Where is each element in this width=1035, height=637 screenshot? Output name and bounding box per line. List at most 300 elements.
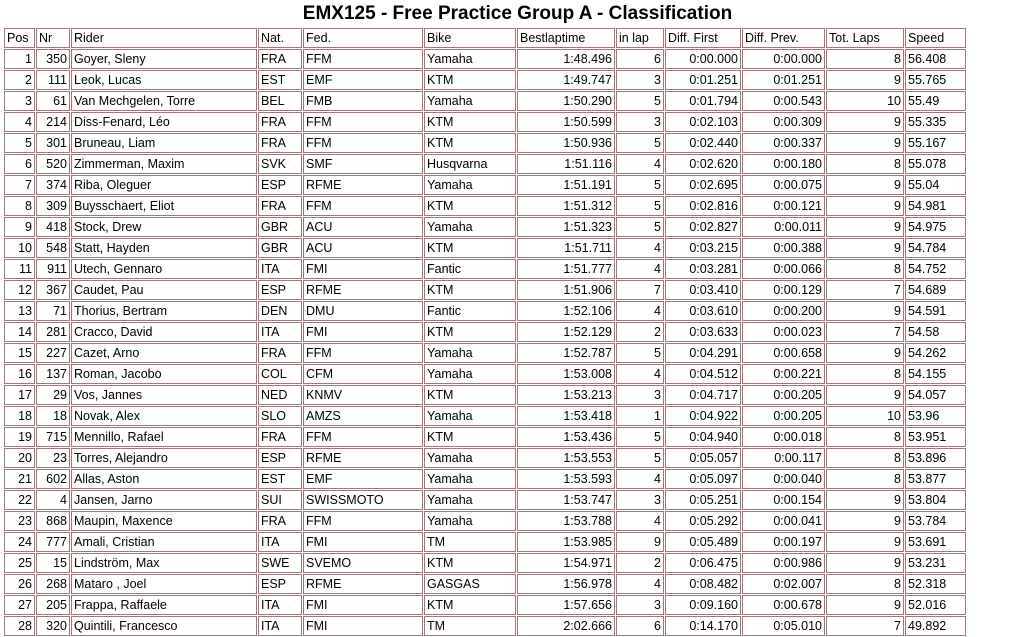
cell-diff-prev: 0:02.007 — [742, 574, 825, 594]
cell-in-lap: 5 — [616, 133, 664, 153]
cell-diff-first: 0:03.215 — [665, 238, 741, 258]
cell-rider: Goyer, Sleny — [71, 49, 257, 69]
cell-tot-laps: 9 — [826, 70, 904, 90]
cell-diff-first: 0:04.717 — [665, 385, 741, 405]
cell-speed: 53.691 — [905, 532, 966, 552]
cell-nat: FRA — [258, 427, 302, 447]
cell-fed: FFM — [303, 49, 423, 69]
table-row — [4, 154, 966, 174]
cell-nr: 367 — [36, 280, 70, 300]
cell-bike: Yamaha — [424, 217, 516, 237]
cell-speed: 55.04 — [905, 175, 966, 195]
cell-bestlaptime: 1:57.656 — [517, 595, 615, 615]
cell-in-lap: 4 — [616, 154, 664, 174]
cell-in-lap: 5 — [616, 175, 664, 195]
cell-nr: 715 — [36, 427, 70, 447]
cell-bestlaptime: 1:53.553 — [517, 448, 615, 468]
table-row — [4, 616, 966, 636]
cell-nr: 137 — [36, 364, 70, 384]
cell-tot-laps: 7 — [826, 322, 904, 342]
cell-tot-laps: 9 — [826, 238, 904, 258]
cell-in-lap: 4 — [616, 259, 664, 279]
cell-nr: 15 — [36, 553, 70, 573]
classification-table — [3, 27, 967, 637]
cell-pos: 18 — [4, 406, 35, 426]
cell-fed: SVEMO — [303, 553, 423, 573]
page-title: EMX125 - Free Practice Group A - Classification — [302, 3, 733, 24]
cell-in-lap: 4 — [616, 301, 664, 321]
cell-pos: 17 — [4, 385, 35, 405]
cell-diff-first: 0:06.475 — [665, 553, 741, 573]
cell-nat: ESP — [258, 448, 302, 468]
cell-pos: 14 — [4, 322, 35, 342]
cell-pos: 5 — [4, 133, 35, 153]
table-row — [4, 532, 966, 552]
cell-speed: 53.896 — [905, 448, 966, 468]
cell-bike: KTM — [424, 112, 516, 132]
cell-bike: Husqvarna — [424, 154, 516, 174]
cell-bike: Yamaha — [424, 364, 516, 384]
cell-nat: FRA — [258, 343, 302, 363]
cell-nr: 320 — [36, 616, 70, 636]
cell-nr: 548 — [36, 238, 70, 258]
cell-fed: SMF — [303, 154, 423, 174]
column-header-rider: Rider — [71, 28, 257, 48]
cell-rider: Quintili, Francesco — [71, 616, 257, 636]
cell-nat: SVK — [258, 154, 302, 174]
cell-pos: 7 — [4, 175, 35, 195]
cell-diff-first: 0:02.695 — [665, 175, 741, 195]
cell-pos: 20 — [4, 448, 35, 468]
cell-bestlaptime: 1:52.787 — [517, 343, 615, 363]
cell-nat: ITA — [258, 322, 302, 342]
column-header-bike: Bike — [424, 28, 516, 48]
cell-bestlaptime: 1:53.008 — [517, 364, 615, 384]
cell-fed: FFM — [303, 511, 423, 531]
cell-bike: Fantic — [424, 301, 516, 321]
cell-pos: 11 — [4, 259, 35, 279]
cell-fed: FMI — [303, 616, 423, 636]
cell-speed: 55.335 — [905, 112, 966, 132]
cell-fed: FFM — [303, 196, 423, 216]
cell-in-lap: 5 — [616, 343, 664, 363]
table-row — [4, 49, 966, 69]
cell-diff-prev: 0:00.075 — [742, 175, 825, 195]
cell-diff-prev: 0:00.200 — [742, 301, 825, 321]
table-row — [4, 364, 966, 384]
table-row — [4, 595, 966, 615]
cell-speed: 54.591 — [905, 301, 966, 321]
cell-bestlaptime: 2:02.666 — [517, 616, 615, 636]
cell-diff-first: 0:05.057 — [665, 448, 741, 468]
cell-nr: 309 — [36, 196, 70, 216]
cell-diff-prev: 0:00.197 — [742, 532, 825, 552]
cell-fed: RFME — [303, 448, 423, 468]
cell-speed: 54.752 — [905, 259, 966, 279]
cell-nr: 777 — [36, 532, 70, 552]
cell-in-lap: 5 — [616, 427, 664, 447]
cell-rider: Zimmerman, Maxim — [71, 154, 257, 174]
cell-bestlaptime: 1:52.129 — [517, 322, 615, 342]
cell-bestlaptime: 1:50.599 — [517, 112, 615, 132]
cell-rider: Maupin, Maxence — [71, 511, 257, 531]
cell-pos: 4 — [4, 112, 35, 132]
column-header-nat: Nat. — [258, 28, 302, 48]
cell-pos: 3 — [4, 91, 35, 111]
cell-diff-prev: 0:00.129 — [742, 280, 825, 300]
cell-fed: RFME — [303, 574, 423, 594]
cell-nat: ESP — [258, 175, 302, 195]
cell-diff-first: 0:02.440 — [665, 133, 741, 153]
cell-speed: 53.804 — [905, 490, 966, 510]
cell-fed: ACU — [303, 217, 423, 237]
cell-diff-prev: 0:00.678 — [742, 595, 825, 615]
cell-speed: 54.689 — [905, 280, 966, 300]
cell-nat: EST — [258, 469, 302, 489]
cell-bike: KTM — [424, 70, 516, 90]
cell-in-lap: 9 — [616, 532, 664, 552]
cell-rider: Frappa, Raffaele — [71, 595, 257, 615]
cell-rider: Van Mechgelen, Torre — [71, 91, 257, 111]
cell-in-lap: 4 — [616, 574, 664, 594]
cell-diff-first: 0:02.103 — [665, 112, 741, 132]
cell-rider: Stock, Drew — [71, 217, 257, 237]
cell-speed: 53.96 — [905, 406, 966, 426]
cell-bestlaptime: 1:50.290 — [517, 91, 615, 111]
cell-diff-first: 0:02.620 — [665, 154, 741, 174]
cell-bike: TM — [424, 616, 516, 636]
cell-nat: GBR — [258, 238, 302, 258]
cell-nat: FRA — [258, 133, 302, 153]
cell-speed: 54.975 — [905, 217, 966, 237]
cell-nat: FRA — [258, 196, 302, 216]
cell-nat: ITA — [258, 532, 302, 552]
cell-nr: 71 — [36, 301, 70, 321]
cell-nr: 23 — [36, 448, 70, 468]
cell-nr: 868 — [36, 511, 70, 531]
cell-speed: 53.231 — [905, 553, 966, 573]
cell-bestlaptime: 1:52.106 — [517, 301, 615, 321]
cell-tot-laps: 7 — [826, 616, 904, 636]
cell-tot-laps: 10 — [826, 406, 904, 426]
cell-rider: Statt, Hayden — [71, 238, 257, 258]
table-row — [4, 574, 966, 594]
table-row — [4, 133, 966, 153]
cell-rider: Torres, Alejandro — [71, 448, 257, 468]
cell-diff-first: 0:05.489 — [665, 532, 741, 552]
column-header-bestlaptime: Bestlaptime — [517, 28, 615, 48]
cell-bike: Yamaha — [424, 469, 516, 489]
table-row — [4, 196, 966, 216]
table-row — [4, 217, 966, 237]
cell-speed: 49.892 — [905, 616, 966, 636]
cell-tot-laps: 8 — [826, 427, 904, 447]
cell-in-lap: 2 — [616, 553, 664, 573]
cell-rider: Cazet, Arno — [71, 343, 257, 363]
cell-fed: AMZS — [303, 406, 423, 426]
cell-pos: 15 — [4, 343, 35, 363]
cell-bestlaptime: 1:53.788 — [517, 511, 615, 531]
cell-fed: RFME — [303, 175, 423, 195]
cell-tot-laps: 9 — [826, 490, 904, 510]
table-row — [4, 91, 966, 111]
cell-rider: Leok, Lucas — [71, 70, 257, 90]
cell-speed: 55.49 — [905, 91, 966, 111]
cell-nat: ITA — [258, 259, 302, 279]
cell-nr: 61 — [36, 91, 70, 111]
cell-pos: 16 — [4, 364, 35, 384]
cell-bestlaptime: 1:51.312 — [517, 196, 615, 216]
cell-fed: FMI — [303, 532, 423, 552]
cell-nr: 18 — [36, 406, 70, 426]
cell-diff-prev: 0:00.309 — [742, 112, 825, 132]
cell-nr: 227 — [36, 343, 70, 363]
cell-pos: 9 — [4, 217, 35, 237]
cell-tot-laps: 9 — [826, 112, 904, 132]
column-header-fed: Fed. — [303, 28, 423, 48]
cell-bike: KTM — [424, 553, 516, 573]
cell-tot-laps: 9 — [826, 385, 904, 405]
cell-fed: FMI — [303, 322, 423, 342]
cell-rider: Bruneau, Liam — [71, 133, 257, 153]
cell-in-lap: 5 — [616, 91, 664, 111]
cell-bike: Yamaha — [424, 490, 516, 510]
cell-bestlaptime: 1:53.747 — [517, 490, 615, 510]
cell-bestlaptime: 1:51.711 — [517, 238, 615, 258]
column-header-tot-laps: Tot. Laps — [826, 28, 904, 48]
cell-pos: 26 — [4, 574, 35, 594]
cell-in-lap: 2 — [616, 322, 664, 342]
cell-diff-first: 0:02.816 — [665, 196, 741, 216]
column-header-nr: Nr — [36, 28, 70, 48]
column-header-in-lap: in lap — [616, 28, 664, 48]
cell-fed: FMI — [303, 259, 423, 279]
table-row — [4, 70, 966, 90]
cell-speed: 54.58 — [905, 322, 966, 342]
cell-diff-prev: 0:00.337 — [742, 133, 825, 153]
cell-diff-first: 0:03.610 — [665, 301, 741, 321]
cell-fed: FFM — [303, 112, 423, 132]
cell-nr: 205 — [36, 595, 70, 615]
cell-diff-first: 0:05.251 — [665, 490, 741, 510]
column-header-speed: Speed — [905, 28, 966, 48]
cell-nr: 111 — [36, 70, 70, 90]
cell-bike: KTM — [424, 280, 516, 300]
cell-diff-first: 0:02.827 — [665, 217, 741, 237]
cell-nat: ESP — [258, 574, 302, 594]
cell-tot-laps: 9 — [826, 553, 904, 573]
table-row — [4, 448, 966, 468]
cell-speed: 55.078 — [905, 154, 966, 174]
cell-fed: FMI — [303, 595, 423, 615]
cell-bestlaptime: 1:49.747 — [517, 70, 615, 90]
cell-tot-laps: 9 — [826, 532, 904, 552]
cell-pos: 19 — [4, 427, 35, 447]
table-row — [4, 511, 966, 531]
cell-bestlaptime: 1:51.777 — [517, 259, 615, 279]
table-row — [4, 301, 966, 321]
cell-pos: 22 — [4, 490, 35, 510]
cell-nr: 268 — [36, 574, 70, 594]
cell-bike: KTM — [424, 595, 516, 615]
cell-bike: Yamaha — [424, 343, 516, 363]
cell-pos: 12 — [4, 280, 35, 300]
cell-nr: 911 — [36, 259, 70, 279]
cell-diff-prev: 0:00.066 — [742, 259, 825, 279]
table-row — [4, 238, 966, 258]
cell-diff-first: 0:03.633 — [665, 322, 741, 342]
cell-in-lap: 7 — [616, 280, 664, 300]
cell-tot-laps: 8 — [826, 448, 904, 468]
cell-tot-laps: 7 — [826, 280, 904, 300]
cell-rider: Thorius, Bertram — [71, 301, 257, 321]
cell-diff-prev: 0:00.121 — [742, 196, 825, 216]
cell-diff-prev: 0:00.388 — [742, 238, 825, 258]
cell-pos: 24 — [4, 532, 35, 552]
cell-speed: 52.016 — [905, 595, 966, 615]
column-header-pos: Pos — [4, 28, 35, 48]
cell-speed: 54.155 — [905, 364, 966, 384]
cell-bike: Yamaha — [424, 406, 516, 426]
cell-bestlaptime: 1:53.213 — [517, 385, 615, 405]
cell-diff-prev: 0:00.986 — [742, 553, 825, 573]
cell-bike: Fantic — [424, 259, 516, 279]
cell-bestlaptime: 1:54.971 — [517, 553, 615, 573]
cell-pos: 1 — [4, 49, 35, 69]
cell-diff-prev: 0:00.011 — [742, 217, 825, 237]
column-header-diff-prev: Diff. Prev. — [742, 28, 825, 48]
cell-nr: 520 — [36, 154, 70, 174]
cell-diff-first: 0:03.410 — [665, 280, 741, 300]
cell-in-lap: 3 — [616, 70, 664, 90]
cell-diff-prev: 0:00.000 — [742, 49, 825, 69]
table-row — [4, 406, 966, 426]
table-row — [4, 112, 966, 132]
cell-speed: 53.784 — [905, 511, 966, 531]
cell-diff-prev: 0:01.251 — [742, 70, 825, 90]
cell-in-lap: 4 — [616, 511, 664, 531]
cell-bike: Yamaha — [424, 511, 516, 531]
cell-rider: Cracco, David — [71, 322, 257, 342]
cell-nat: ITA — [258, 595, 302, 615]
cell-bestlaptime: 1:53.985 — [517, 532, 615, 552]
cell-rider: Mennillo, Rafael — [71, 427, 257, 447]
cell-diff-first: 0:14.170 — [665, 616, 741, 636]
cell-diff-first: 0:04.922 — [665, 406, 741, 426]
table-header-row — [4, 28, 966, 48]
table-row — [4, 322, 966, 342]
cell-diff-first: 0:05.292 — [665, 511, 741, 531]
cell-fed: CFM — [303, 364, 423, 384]
cell-nat: FRA — [258, 112, 302, 132]
cell-diff-first: 0:04.512 — [665, 364, 741, 384]
cell-bestlaptime: 1:53.418 — [517, 406, 615, 426]
cell-diff-first: 0:09.160 — [665, 595, 741, 615]
cell-bike: KTM — [424, 427, 516, 447]
table-row — [4, 469, 966, 489]
cell-nat: EST — [258, 70, 302, 90]
cell-in-lap: 3 — [616, 490, 664, 510]
cell-in-lap: 1 — [616, 406, 664, 426]
cell-nr: 281 — [36, 322, 70, 342]
cell-pos: 2 — [4, 70, 35, 90]
cell-nr: 418 — [36, 217, 70, 237]
cell-pos: 27 — [4, 595, 35, 615]
cell-tot-laps: 9 — [826, 511, 904, 531]
cell-in-lap: 4 — [616, 238, 664, 258]
cell-pos: 21 — [4, 469, 35, 489]
cell-nat: NED — [258, 385, 302, 405]
cell-tot-laps: 9 — [826, 343, 904, 363]
cell-diff-prev: 0:00.221 — [742, 364, 825, 384]
cell-nr: 350 — [36, 49, 70, 69]
cell-diff-first: 0:03.281 — [665, 259, 741, 279]
table-row — [4, 385, 966, 405]
cell-rider: Diss-Fenard, Léo — [71, 112, 257, 132]
cell-rider: Jansen, Jarno — [71, 490, 257, 510]
cell-rider: Amali, Cristian — [71, 532, 257, 552]
cell-bike: Yamaha — [424, 91, 516, 111]
cell-in-lap: 3 — [616, 595, 664, 615]
cell-rider: Mataro , Joel — [71, 574, 257, 594]
cell-tot-laps: 8 — [826, 469, 904, 489]
table-body — [4, 49, 966, 636]
cell-bike: Yamaha — [424, 175, 516, 195]
table-row — [4, 259, 966, 279]
cell-fed: FFM — [303, 343, 423, 363]
cell-speed: 54.981 — [905, 196, 966, 216]
cell-in-lap: 3 — [616, 385, 664, 405]
cell-nat: ESP — [258, 280, 302, 300]
cell-pos: 10 — [4, 238, 35, 258]
cell-bestlaptime: 1:50.936 — [517, 133, 615, 153]
cell-rider: Caudet, Pau — [71, 280, 257, 300]
cell-pos: 25 — [4, 553, 35, 573]
table-row — [4, 343, 966, 363]
cell-nr: 301 — [36, 133, 70, 153]
cell-nat: DEN — [258, 301, 302, 321]
cell-diff-prev: 0:00.117 — [742, 448, 825, 468]
cell-tot-laps: 8 — [826, 259, 904, 279]
cell-pos: 28 — [4, 616, 35, 636]
cell-nr: 29 — [36, 385, 70, 405]
cell-diff-first: 0:05.097 — [665, 469, 741, 489]
cell-diff-first: 0:04.940 — [665, 427, 741, 447]
cell-nat: FRA — [258, 49, 302, 69]
cell-diff-prev: 0:05.010 — [742, 616, 825, 636]
cell-nat: FRA — [258, 511, 302, 531]
cell-in-lap: 5 — [616, 196, 664, 216]
table-row — [4, 280, 966, 300]
cell-fed: RFME — [303, 280, 423, 300]
cell-diff-prev: 0:00.041 — [742, 511, 825, 531]
table-row — [4, 553, 966, 573]
cell-nat: SLO — [258, 406, 302, 426]
cell-fed: EMF — [303, 469, 423, 489]
cell-speed: 56.408 — [905, 49, 966, 69]
cell-rider: Buysschaert, Eliot — [71, 196, 257, 216]
cell-diff-prev: 0:00.040 — [742, 469, 825, 489]
cell-rider: Vos, Jannes — [71, 385, 257, 405]
cell-pos: 23 — [4, 511, 35, 531]
cell-nr: 602 — [36, 469, 70, 489]
cell-bestlaptime: 1:53.593 — [517, 469, 615, 489]
table-row — [4, 427, 966, 447]
cell-nat: GBR — [258, 217, 302, 237]
cell-speed: 54.262 — [905, 343, 966, 363]
cell-fed: DMU — [303, 301, 423, 321]
cell-diff-first: 0:01.794 — [665, 91, 741, 111]
